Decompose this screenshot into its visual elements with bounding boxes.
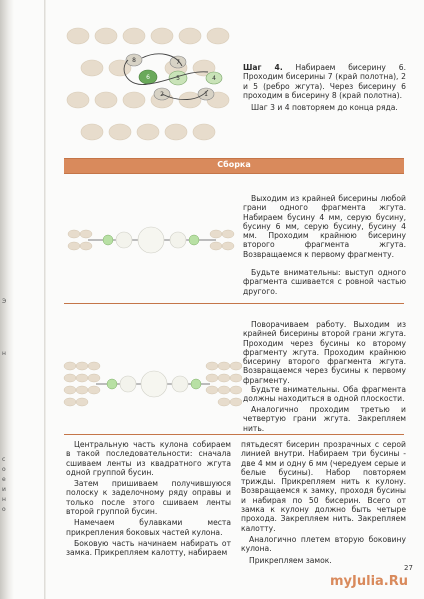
- spine-letter: е: [2, 476, 6, 483]
- bead-label: 8: [132, 57, 136, 64]
- step4-text: [243, 63, 406, 100]
- spine-letter: н: [2, 496, 6, 503]
- divider: [64, 303, 404, 304]
- assembly2-text1: Поворачиваем работу. Выходим из крайней бисерины второй грани жгута. Проходим через бусины ко второму фрагменту жгута. Проходим крайнюю бисерину второго фрагмента жгута. Возвращаемся через бусины к первому фрагменту.: [243, 320, 406, 385]
- spine-letter: с: [2, 456, 6, 463]
- bead-label: 4: [212, 75, 216, 82]
- divider: [64, 434, 404, 435]
- assembly1-illustration: [66, 212, 236, 272]
- bottom-right-p3: Прикрепляем замок.: [249, 555, 332, 565]
- spine-letter: о: [2, 506, 6, 513]
- step4-repeat: Шаг 3 и 4 повторяем до конца ряда.: [251, 103, 398, 112]
- bottom-left-p2: Затем пришиваем получившуюся полоску к заделочному ряду оправы и только после этого сшиваем ленты второй группой бусин.: [66, 479, 231, 517]
- bottom-right-column: [241, 440, 406, 565]
- bead-label: 6: [146, 74, 150, 81]
- spine-letter: о: [2, 466, 6, 473]
- assembly1-note: Будьте внимательны: выступ одного фрагмента сшивается с ровной частью другого.: [243, 268, 406, 296]
- bottom-right-p2: Аналогично плетем вторую боковину кулона.: [241, 534, 406, 554]
- assembly2-text3: Аналогично проходим третью и четвертую грани жгута. Закрепляем нить.: [243, 405, 406, 433]
- bead-label: 2: [160, 91, 164, 98]
- bead-label: 7: [176, 59, 180, 66]
- bottom-right-p1: пятьдесят бисерин прозрачных с серой линией внутри. Набираем три бусины - две 4 мм и одну 6 мм (чередуем серые и белые бусины). Набор повторяем трижды. Прикрепляем нить к кулону. Возвращаемся к замку, проходя бусины и набирая по 50 бисерин. Всего от замка к кулону должно быть четыре прохода. Закрепляем нить. Закрепляем калотту.: [241, 440, 406, 533]
- bottom-left-column: [66, 440, 231, 558]
- bead-label: 5: [176, 75, 180, 82]
- spine-letter: н: [2, 350, 6, 357]
- bottom-left-p1: Центральную часть кулона собираем в такой последовательности: сначала сшиваем ленты из квадратного жгута одной группой бусин.: [66, 440, 231, 477]
- spine-letters: [2, 0, 12, 599]
- section-title: Сборка: [217, 160, 251, 169]
- assembly2-text2: Будьте внимательны. Оба фрагмента должны находиться в одной плоскости.: [243, 385, 406, 404]
- step4-heading: Шаг 4.: [243, 63, 283, 72]
- spine-letter: и: [2, 486, 6, 493]
- page-number: 27: [404, 564, 413, 572]
- spine-letter: Э: [2, 298, 7, 305]
- bead-label: 1: [204, 91, 208, 98]
- step4-bead-diagram: [58, 10, 238, 160]
- assembly2-illustration: [62, 356, 242, 416]
- step4-body: Набираем бисерину 6. Проходим бисерины 7 (край полотна), 2 и 5 (ребро жгута). Через бисерину 6 проходим в бисерину 8 (край полотна).: [243, 63, 406, 100]
- section-banner: [64, 158, 404, 174]
- site-logo: myJulia.Ru: [330, 574, 408, 589]
- bottom-left-p3: Намечаем булавками места прикрепления боковых частей кулона.: [66, 518, 231, 537]
- page-fold: [44, 0, 46, 599]
- assembly1-text: Выходим из крайней бисерины любой грани одного фрагмента жгута. Набираем бусину 4 мм, серую бусину, бусину 6 мм, серую бусину, бусину 4 мм. Проходим крайнюю бисерину второго фрагмента жгута. Возвращаемся к первому фрагменту.: [243, 194, 406, 259]
- bottom-left-p4: Боковую часть начинаем набирать от замка. Прикрепляем калотту, набираем: [66, 538, 231, 558]
